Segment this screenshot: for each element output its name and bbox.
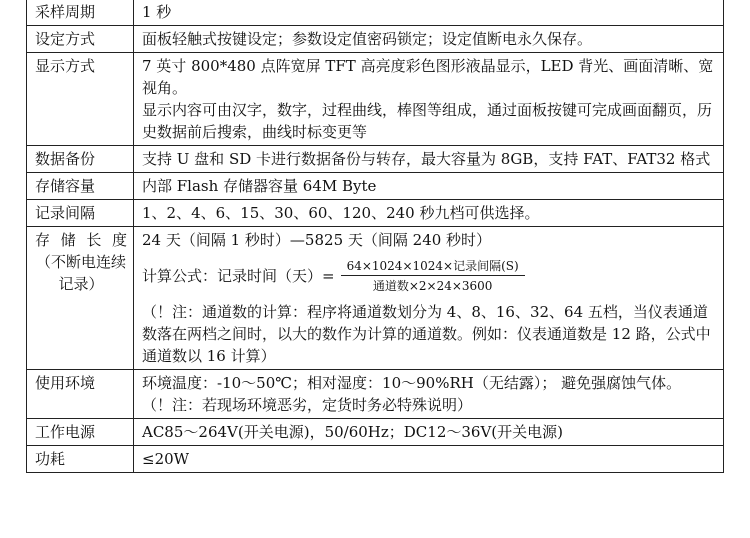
table-row — [27, 173, 724, 200]
storage-formula — [142, 251, 717, 301]
row-value — [134, 227, 724, 370]
table-row — [27, 53, 724, 146]
spec-table — [26, 0, 724, 473]
row-label: 使用环境 — [27, 370, 134, 419]
channel-count-note: （！注：通道数的计算：程序将通道数划分为 4、8、16、32、64 五档，当仪表通道数落在两档之间时，以大的数作为计算的通道数。例如：仪表通道数是 12 路，公式中通道数以 16 计算） — [142, 303, 711, 365]
table-row — [27, 227, 724, 370]
table-row — [27, 446, 724, 473]
formula-prefix: 计算公式：记录时间（天）= — [142, 267, 335, 285]
table-row — [27, 370, 724, 419]
row-label: 采样周期 — [27, 0, 134, 26]
formula-denominator: 通道数×2×24×3600 — [372, 279, 493, 293]
table-row — [27, 200, 724, 227]
row-label: 显示方式 — [27, 53, 134, 146]
row-label: 功耗 — [27, 446, 134, 473]
table-row — [27, 26, 724, 53]
row-label: 工作电源 — [27, 419, 134, 446]
row-label: 记录间隔 — [27, 200, 134, 227]
row-label: 数据备份 — [27, 146, 134, 173]
storage-length-sublabel: （不断电连续记录） — [35, 253, 126, 293]
storage-length-label: 存储长度 — [35, 231, 127, 249]
row-value: 面板轻触式按键设定；参数设定值密码锁定；设定值断电永久保存。 — [134, 26, 724, 53]
row-value: 内部 Flash 存储器容量 64M Byte — [134, 173, 724, 200]
environment-note: （！注：若现场环境恶劣，定货时务必特殊说明） — [142, 396, 473, 414]
table-row — [27, 419, 724, 446]
row-value: AC85～264V(开关电源)，50/60Hz；DC12～36V(开关电源) — [134, 419, 724, 446]
row-value — [134, 53, 724, 146]
display-spec-text: 7 英寸 800*480 点阵宽屏 TFT 高亮度彩色图形液晶显示，LED 背光、画面清晰、宽视角。 — [142, 57, 714, 97]
display-content-text: 显示内容可由汉字，数字，过程曲线，棒图等组成，通过面板按键可完成画面翻页，历史数据前后搜索，曲线时标变更等 — [142, 101, 713, 141]
formula-fraction — [341, 258, 525, 294]
row-value: 支持 U 盘和 SD 卡进行数据备份与转存，最大容量为 8GB，支持 FAT、FAT32 格式 — [134, 146, 724, 173]
storage-length-range: 24 天（间隔 1 秒时）—5825 天（间隔 240 秒时） — [142, 231, 492, 249]
row-value: 1 秒 — [134, 0, 724, 26]
formula-numerator: 64×1024×1024×记录间隔(S) — [341, 258, 525, 276]
environment-text: 环境温度：-10～50℃；相对湿度：10～90%RH（无结露）； 避免强腐蚀气体。 — [142, 374, 682, 392]
row-label — [27, 227, 134, 370]
row-label: 设定方式 — [27, 26, 134, 53]
table-row — [27, 146, 724, 173]
row-value: ≤20W — [134, 446, 724, 473]
row-value: 1、2、4、6、15、30、60、120、240 秒九档可供选择。 — [134, 200, 724, 227]
table-row — [27, 0, 724, 26]
row-label: 存储容量 — [27, 173, 134, 200]
row-value — [134, 370, 724, 419]
